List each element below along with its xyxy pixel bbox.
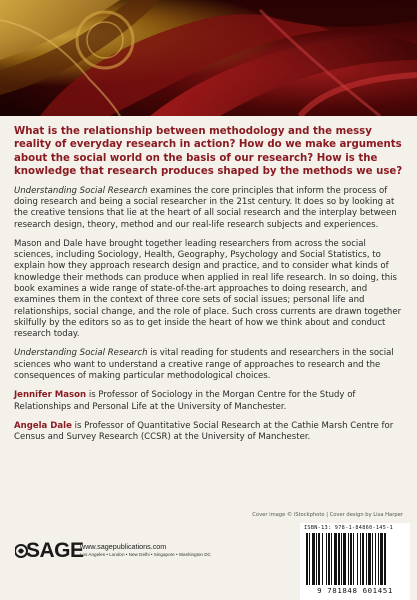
barcode-bar: [312, 533, 315, 585]
isbn-label: ISBN-13: 978-1-84860-145-1: [304, 525, 394, 531]
barcode-icon: [306, 533, 404, 585]
barcode-bar: [326, 533, 327, 585]
publisher-cities: Los Angeles • London • New Delhi • Singapore • Washington DC: [80, 552, 211, 557]
author-bio-text: is Professor of Quantitative Social Research at the Cathie Marsh Centre for Census and Survey Research (CCSR) at the University of Manchester.: [14, 420, 394, 443]
barcode-bar: [322, 533, 323, 585]
description-text: examines the core principles that inform the process of doing research and being a social researcher in the 21st century. It does so by looking at the creative tensions that lie at the heart of all social research and the interplay between research design, theory, method and our real-life research subjects and experiences.: [14, 185, 397, 230]
barcode-bar: [366, 533, 367, 585]
barcode-bar: [360, 533, 361, 585]
barcode-bar: [353, 533, 354, 585]
barcode-bar: [338, 533, 340, 585]
abstract-art-graphic: [0, 0, 417, 116]
author-bio-2: [14, 421, 406, 444]
book-title-italic: Understanding Social Research: [14, 348, 148, 359]
barcode-bar: [341, 533, 342, 585]
barcode-bar: [343, 533, 346, 585]
barcode-number: 9 781848 601451: [317, 586, 393, 595]
barcode-panel: [300, 523, 410, 600]
barcode-bar: [368, 533, 371, 585]
author-name: Angela Dale: [14, 420, 72, 431]
barcode-bar: [384, 533, 386, 585]
back-cover-text: [14, 125, 406, 452]
intro-questions: What is the relationship between methodology and the messy reality of everyday research in action? How do we make arguments about the social world on the basis of our research? How is the knowledge that research produces shaped by the methods we use?: [14, 126, 403, 178]
barcode-bar: [372, 533, 373, 585]
barcode-bar: [334, 533, 337, 585]
cover-art-banner: [0, 0, 417, 116]
publisher-name: SAGE: [26, 539, 84, 562]
book-title-italic: Understanding Social Research: [14, 185, 148, 196]
description-paragraph-1: [14, 186, 406, 231]
cover-credit: Cover image © iStockphoto | Cover design by Lisa Harper: [252, 512, 403, 518]
barcode-bar: [328, 533, 330, 585]
publisher-url[interactable]: www.sagepublications.com: [80, 542, 167, 551]
barcode-bar: [316, 533, 317, 585]
description-text: is vital reading for students and researchers in the social sciences who want to understand a creative range of approaches to research and the consequences of making particular methodological choices.: [14, 348, 394, 382]
barcode-bar: [318, 533, 320, 585]
author-bio-1: [14, 390, 406, 413]
description-paragraph-3: [14, 348, 406, 382]
author-bio-text: is Professor of Sociology in the Morgan Centre for the Study of Relationships and Personal Life at the University of Manchester.: [14, 390, 356, 412]
barcode-bar: [380, 533, 383, 585]
barcode-bar: [309, 533, 310, 585]
description-paragraph-2: Mason and Dale have brought together leading researchers from across the social sciences, including Sociology, Health, Geography, Psychology and Social Statistics, to explain how they approach research design and practice, and to consider what kinds of knowledge their methods can produce when applied in real life research. In so doing, this book examines a wide range of state-of-the-art approaches to doing research, and examines them in the context of three core sets of social issues; personal life and relationships, social change, and the role of place. Such cross currents are drawn together skilfully by the editors so as to get inside the heart of how we think about and conduct research today.: [14, 238, 402, 340]
barcode-bar: [331, 533, 332, 585]
author-name: Jennifer Mason: [14, 390, 87, 401]
barcode-bar: [350, 533, 352, 585]
cover-footer: [0, 510, 417, 600]
barcode-bar: [362, 533, 364, 585]
barcode-bar: [375, 533, 376, 585]
barcode-bar: [348, 533, 349, 585]
barcode-bar: [306, 533, 308, 585]
barcode-bar: [357, 533, 358, 585]
barcode-bar: [378, 533, 379, 585]
